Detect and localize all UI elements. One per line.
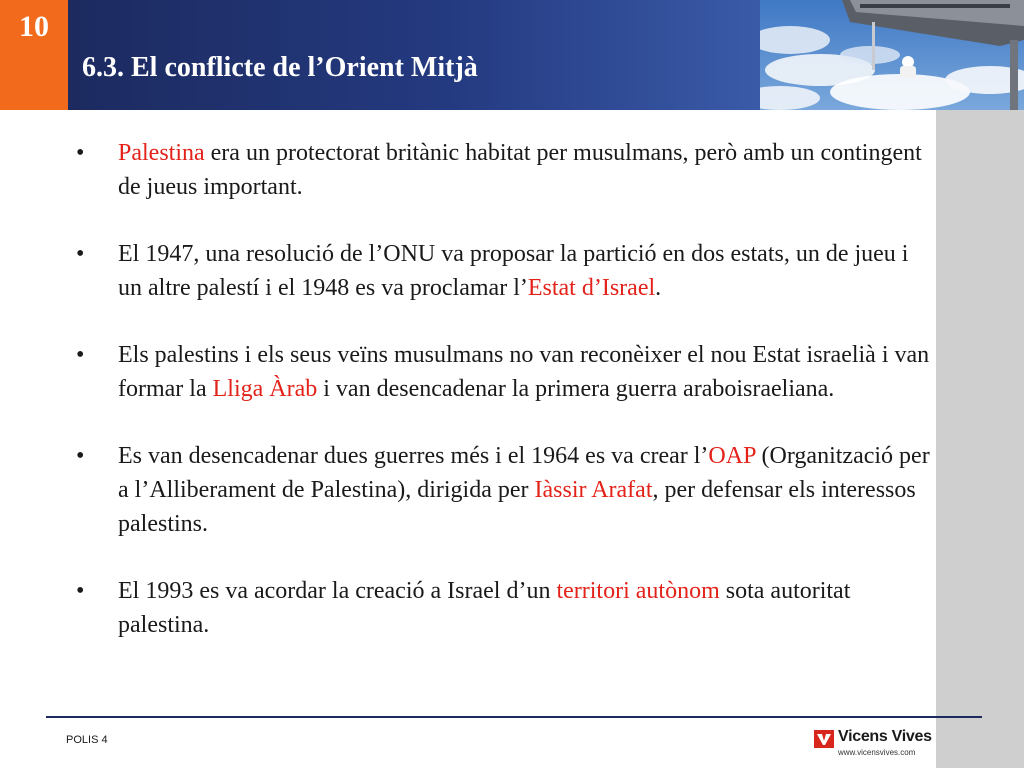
vicens-vives-brand xyxy=(814,728,964,760)
highlighted-term: Estat d’Israel xyxy=(527,275,656,301)
highlighted-term: Lliga Àrab xyxy=(212,376,318,402)
bullet-dot-icon: • xyxy=(76,443,85,469)
bullet-dot-icon: • xyxy=(76,140,85,166)
highlighted-term: Palestina xyxy=(118,140,205,166)
bullet-item xyxy=(74,439,934,541)
bullet-text: El 1947, una resolució de l’ONU va proposar la partició en dos estats, un de jueu i un altre palestí i el 1948 es va proclamar l’ xyxy=(118,241,909,301)
slide-number: 10 xyxy=(19,10,49,43)
bullet-list xyxy=(74,136,934,675)
bullet-text: El 1993 es va acordar la creació a Israel d’un xyxy=(118,578,557,604)
bullet-text: (Organització per a l’Alliberament de Palestina), dirigida per xyxy=(118,443,930,503)
footer-left-label: POLIS 4 xyxy=(66,734,108,746)
highlighted-term: OAP xyxy=(708,443,756,469)
slide-title: 6.3. El conflicte de l’Orient Mitjà xyxy=(82,52,478,83)
bullet-item xyxy=(74,338,934,406)
bullet-dot-icon: • xyxy=(76,241,85,267)
earth-space-photo-icon xyxy=(760,0,1024,110)
bullet-text: Els palestins i els seus veïns musulmans no van reconèixer el nou Estat israelià i van formar la xyxy=(118,342,930,402)
bullet-item xyxy=(74,237,934,305)
highlighted-term: territori autònom xyxy=(556,578,720,604)
astronaut-spacewalk-image xyxy=(760,0,1024,110)
vicens-vives-logo-icon xyxy=(814,730,834,748)
bullet-text: era un protectorat britànic habitat per musulmans, però amb un contingent de jueus important. xyxy=(118,140,922,200)
side-panel xyxy=(936,110,1024,768)
bullet-dot-icon: • xyxy=(76,578,85,604)
bullet-item xyxy=(74,136,934,204)
highlighted-term: Iàssir Arafat xyxy=(534,477,653,503)
bullet-dot-icon: • xyxy=(76,342,85,368)
bullet-item xyxy=(74,574,934,642)
bullet-text: sota autoritat palestina. xyxy=(118,578,851,638)
bullet-text: Es van desencadenar dues guerres més i el 1964 es va crear l’ xyxy=(118,443,709,469)
brand-url: www.vicensvives.com xyxy=(838,748,916,757)
brand-name: Vicens Vives xyxy=(838,728,932,745)
bullet-text: , per defensar els interessos palestins. xyxy=(118,477,916,537)
bullet-text: i van desencadenar la primera guerra araboisraeliana. xyxy=(317,376,835,402)
footer-divider xyxy=(46,716,982,718)
bullet-text: . xyxy=(655,275,662,301)
